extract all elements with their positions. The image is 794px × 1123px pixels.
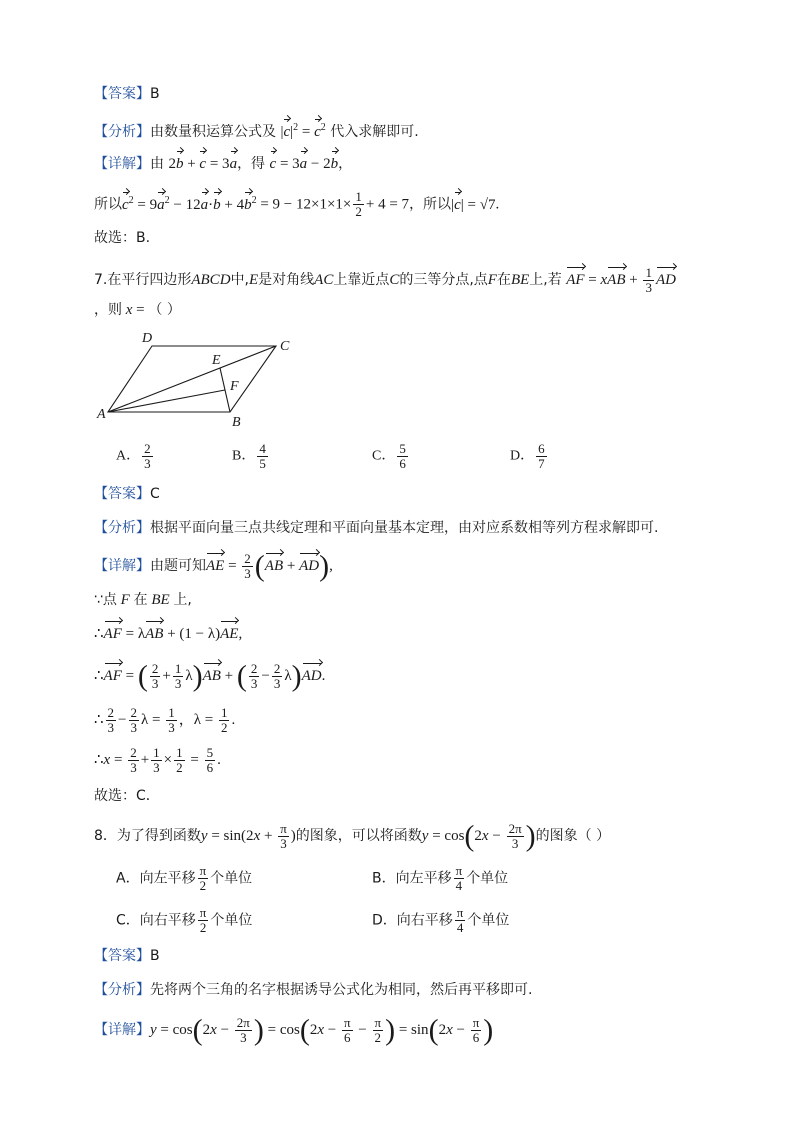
q7-ac: AC [314,271,334,288]
q7-e: E [248,271,259,288]
q7-condition: AF = xAB + $\frac{1}{3}$ AD [566,265,676,295]
q7-be: BE [510,271,530,288]
q7-stem-g: 上,若 [529,271,562,288]
q7-option-c[interactable]: C． $\frac{5}{6}$ [372,441,406,471]
q8-source-func: y = cos(2x − $\frac{2\pi}{3}$ ) [421,819,536,853]
analysis-tag: 【分析】 [94,520,150,536]
q7-stem-c: 是对角线 [258,271,315,288]
q8-option-b[interactable]: B．向左平移 $\frac{\pi}{4}$ 个单位 [372,863,509,893]
segment-af [108,390,225,412]
q6-detail-line [94,154,352,174]
label-b: B [232,415,241,428]
q6-line2-text-b: = 9 − 12×1×1× [260,196,352,213]
q7-option-a[interactable]: A． $\frac{2}{3}$ [116,441,151,471]
q7-stem-b: 中, [230,271,249,288]
q8-option-a[interactable]: A．向左平移 $\frac{\pi}{2}$ 个单位 [116,863,253,893]
q6-line2-result: |c| = √7 [451,196,496,213]
q7-stem-i: （ ） [148,302,181,318]
q8-analysis: 先将两个三角的名字根据诱导公式化为相同，然后再平移即可. [150,982,533,998]
q6-frac-half: $\frac{1}{2}$ [355,189,362,219]
q8-option-d[interactable]: D．向右平移 $\frac{\pi}{4}$ 个单位 [372,905,510,935]
answer-tag: 【答案】 [94,486,150,502]
q7-detail-eq: AE = $\frac{2}{3}$ (AB + AD), [206,549,333,583]
q7-option-d[interactable]: D． $\frac{6}{7}$ [510,441,545,471]
analysis-tag: 【分析】 [94,124,150,140]
q8-stem-a: 8．为了得到函数 [94,827,201,844]
q7-stem-d: 上靠近点 [333,271,390,288]
q6-line2-formula: $c^2 = 9a^2 - 12a\cdot b + 4b^2$ [122,194,257,213]
q7-analysis-line [94,518,658,538]
q7-stem-f: 在 [496,271,511,288]
label-c: C [280,339,290,354]
answer-tag: 【答案】 [94,948,150,964]
q7-option-b[interactable]: B． $\frac{4}{5}$ [232,441,266,471]
q6-analysis-line [94,118,419,142]
label-e: E [212,353,221,368]
q6-detail-text-a: 由 [150,156,164,172]
q7-f: F [487,271,497,288]
q8-option-c[interactable]: C．向右平移 $\frac{\pi}{2}$ 个单位 [116,905,253,935]
q7-answer: C [150,486,160,502]
q7-c: C [389,271,400,288]
q7-stem-line1 [94,266,676,295]
q7-stem-h: ，则 [94,302,122,318]
q7-x: x [122,302,133,318]
q7-stem-line2: ，则 x = （ ） [94,302,181,318]
label-f: F [230,379,239,394]
q6-line2-text-e: . [495,196,500,213]
q6-detail-eq2: c = 3a − 2b [269,156,339,172]
q7-step5: ∴x = $\frac{2}{3}$ + $\frac{1}{3}$ × $\frac{1}{2}$ = $\frac{5}{6}$ . [94,745,221,775]
q7-analysis: 根据平面向量三点共线定理和平面向量基本定理，由对应系数相等列方程求解即可. [150,520,659,536]
q6-detail-line2 [94,190,499,219]
q6-analysis-formula: $|c|^2 = c^2$ [280,122,326,140]
q6-answer: B [150,86,160,102]
q7-detail-a: 由题可知 [150,557,206,574]
q7-abcd: ABCD [191,271,231,288]
q8-target-func: y = sin(2x + $\frac{\pi}{3}$ ) [200,821,296,851]
diagonal-ac [108,346,276,412]
q8-answer: B [150,948,160,964]
q8-analysis-line [94,980,532,1000]
q7-detail-line [94,549,333,583]
q8-answer-line [94,946,160,966]
q7-stem-a: 7.在平行四边形 [94,271,192,288]
q8-detail-line [94,1013,494,1047]
q7-stem-e: 的三等分点,点 [399,271,488,288]
q7-step1-a: ∵点 [94,592,117,608]
analysis-tag: 【分析】 [94,982,150,998]
parallelogram-figure [94,328,324,428]
q7-step1-c: 上, [173,592,192,608]
detail-tag: 【详解】 [94,1021,150,1038]
q8-stem-b: 的图象，可以将函数 [295,827,422,844]
q7-conclusion: 故选：C． [94,788,160,804]
label-a: A [97,407,106,422]
q8-stem [94,819,611,853]
q7-step2: ∴AF = λAB + (1 − λ)AE, [94,626,243,642]
q6-answer-line [94,84,160,104]
q6-analysis-text-b: 代入求解即可. [330,124,419,140]
q6-detail-text-c: ， [338,156,353,172]
label-d: D [142,331,153,346]
detail-tag: 【详解】 [94,557,150,574]
q6-detail-eq1: 2b + c = 3a [168,156,238,172]
q7-step3: ∴AF = ( $\frac{2}{3}$ + $\frac{1}{3}$ λ)AB + ( $\frac{2}{3}$ − $\frac{2}{3}$ λ)AD. [94,659,326,693]
answer-tag: 【答案】 [94,86,150,102]
q6-conclusion: 故选：B. [94,230,151,246]
q6-line2-text-c: + 4 = 7 [365,196,410,213]
q8-detail-formula: y = cos(2x − $\frac{2\pi}{3}$ ) = cos(2x − $\frac{\pi}{6}$ − $\frac{\pi}{2}$ ) = sin(2x − $\frac{\pi}{6}$ ) [150,1013,494,1047]
q6-line2-text-a: 所以 [94,196,122,213]
q7-step1: ∵点 F 在 BE 上, [94,592,192,608]
q8-stem-c: 的图象（ ） [535,827,611,844]
q6-detail-text-b: ，得 [237,156,266,172]
q6-line2-text-d: ，所以 [409,196,452,213]
q6-analysis-text-a: 由数量积运算公式及 [150,124,276,140]
detail-tag: 【详解】 [94,156,150,172]
q7-step4: ∴ $\frac{2}{3}$ − $\frac{2}{3}$ λ = $\frac{1}{3}$ ，λ = $\frac{1}{2}$ . [94,705,236,735]
q7-answer-line [94,484,160,504]
q7-step1-b: 在 [133,592,148,608]
